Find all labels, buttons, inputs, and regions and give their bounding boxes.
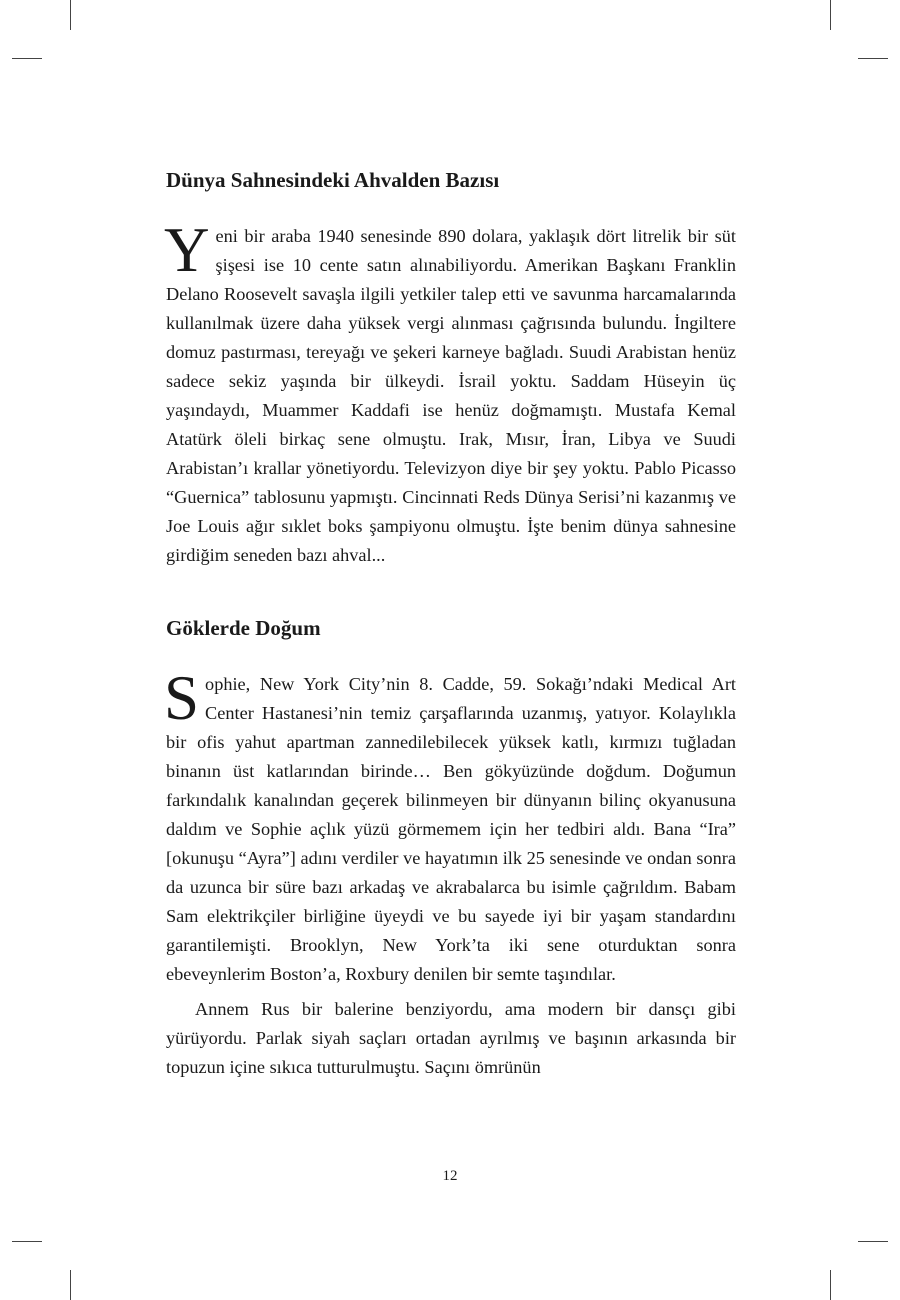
crop-mark-left-top <box>12 58 42 59</box>
section-body-world-stage <box>164 215 736 570</box>
drop-cap: S <box>164 663 200 733</box>
section-body-birth <box>164 663 736 1082</box>
paragraph <box>164 663 736 989</box>
crop-mark-left-bottom <box>12 1241 42 1242</box>
crop-mark-bottom-right <box>830 1270 831 1300</box>
paragraph <box>164 215 736 570</box>
page-number: 12 <box>442 1168 458 1184</box>
crop-mark-top-right <box>830 0 831 30</box>
section-heading-birth: Göklerde Doğum <box>166 616 321 640</box>
section-heading-world-stage: Dünya Sahnesindeki Ahvalden Bazısı <box>166 168 500 192</box>
page-content <box>166 150 736 1082</box>
crop-mark-right-bottom <box>858 1241 888 1242</box>
crop-mark-right-top <box>858 58 888 59</box>
drop-cap: Y <box>164 215 210 285</box>
paragraph-text: eni bir araba 1940 senesinde 890 dolara, yaklaşık dört litrelik bir süt şişesi ise 10 cente satın alınabiliyordu. Amerikan Başkanı Franklin Delano Roosevelt savaşla ilgili yetkiler talep etti ve savunma harcamalarında kullanılmak üzere daha yüksek vergi alınması çağrısında bulundu. İngiltere domuz pastırması, tereyağı ve şekeri karneye bağladı. Suudi Arabistan henüz sadece sekiz yaşında bir ülkeydi. İsrail yoktu. Saddam Hüseyin üç yaşındaydı, Muammer Kaddafi ise henüz doğmamıştı. Mustafa Kemal Atatürk öleli birkaç sene olmuştu. Irak, Mısır, İran, Libya ve Suudi Arabistan’ı krallar yönetiyordu. Televizyon diye bir şey yoktu. Pablo Picasso “Guernica” tablosunu yapmıştı. Cincinnati Reds Dünya Serisi’ni kazanmış ve Joe Louis ağır sıklet boks şampiyonu olmuştu. İşte benim dünya sahnesine girdiğim seneden bazı ahval... <box>166 226 736 565</box>
crop-mark-bottom-left <box>70 1270 71 1300</box>
paragraph-text: ophie, New York City’nin 8. Cadde, 59. Sokağı’ndaki Medical Art Center Hastanesi’nin temiz çarşaflarında uzanmış, yatıyor. Kolaylıkla bir ofis yahut apartman zannedilebilecek yüksek katlı, kırmızı tuğladan binanın üst katlarından birinde… Ben gökyüzünde doğdum. Doğumun farkındalık kanalından geçerek bilinmeyen bir dünyanın bilinç okyanusuna daldım ve Sophie açlık yüzü görmemem için her tedbiri aldı. Bana “Ira” [okunuşu “Ayra”] adını verdiler ve hayatımın ilk 25 senesinde ve ondan sonra da uzunca bir süre bazı arkadaş ve akrabalarca bu isimle çağrıldım. Babam Sam elektrikçiler birliğine üyeydi ve bu sayede iyi bir yaşam standardını garantilemişti. Brooklyn, New York’ta iki sene oturduktan sonra ebeveynlerim Boston’a, Roxbury denilen bir semte taşındılar. <box>166 674 736 984</box>
paragraph: Annem Rus bir balerine benziyordu, ama modern bir dansçı gibi yürüyordu. Parlak siyah saçları ortadan ayrılmış ve başının arkasında bir topuzun içine sıkıca tutturulmuştu. Saçını ömrünün <box>166 999 736 1077</box>
crop-mark-top-left <box>70 0 71 30</box>
